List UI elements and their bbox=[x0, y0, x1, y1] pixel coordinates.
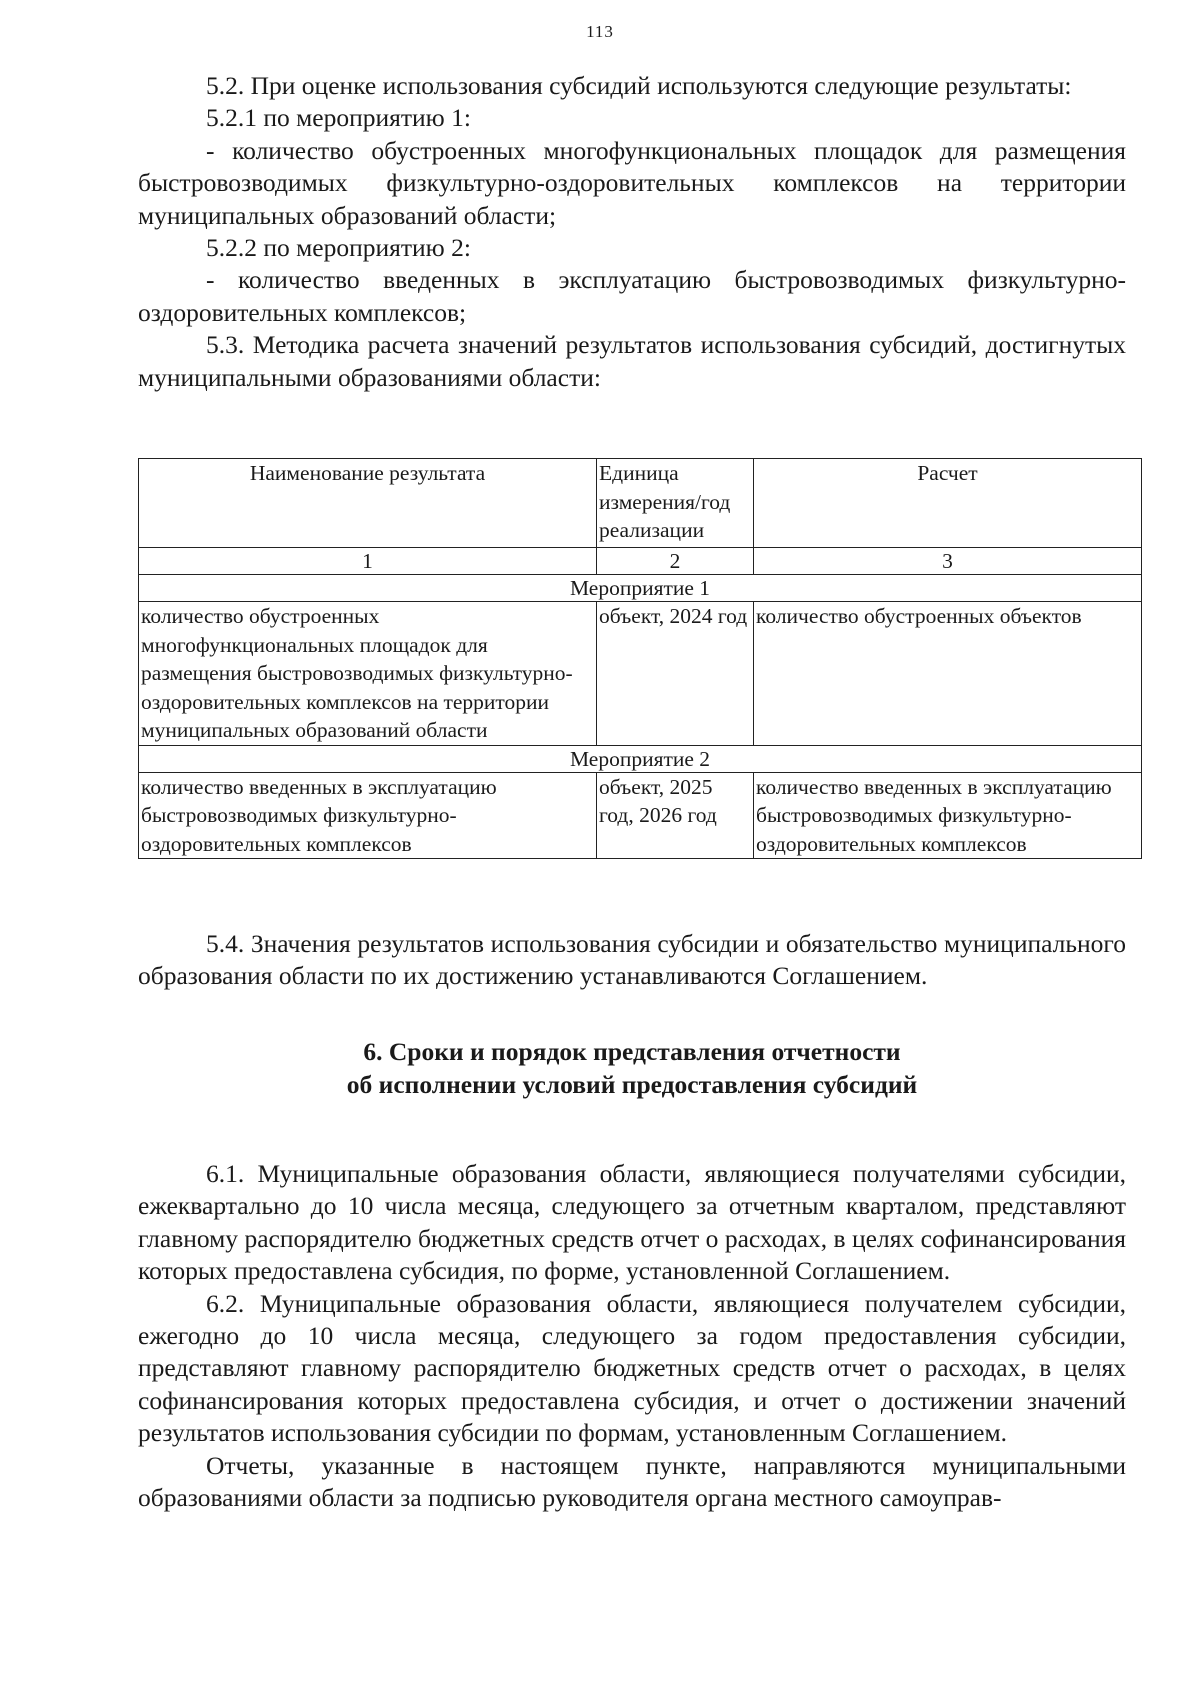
section-5-4-and-6-heading bbox=[138, 928, 1126, 1101]
table-cell-unit: объект, 2025 год, 2026 год bbox=[597, 772, 754, 859]
table-header-cell: Наименование результата bbox=[139, 459, 597, 548]
table-header-cell: Расчет bbox=[754, 459, 1142, 548]
paragraph-5-2: 5.2. При оценке использования субсидий используются следующие результаты: bbox=[206, 71, 1072, 100]
table-column-number: 3 bbox=[754, 548, 1142, 575]
table-row bbox=[139, 602, 1142, 746]
section-5-text bbox=[138, 70, 1126, 394]
table-cell-calculation: количество введенных в эксплуатацию быстровозводимых физкультурно-оздоровительных комплексов bbox=[754, 772, 1142, 859]
spacer bbox=[138, 993, 1126, 1035]
table-cell-unit: объект, 2024 год bbox=[597, 602, 754, 746]
paragraph-6-1: 6.1. Муниципальные образования области, являющиеся получателями субсидии, ежеквартально до 10 числа месяца, следующего за отчетным кварталом, представляют главному распорядителю бюджетных средств отчет о расходах, в целях софинансирования которых предоставлена субсидия, по форме, установленной Соглашением. bbox=[138, 1159, 1126, 1286]
paragraph-5-2-2-item: - количество введенных в эксплуатацию быстровозводимых физкультурно-оздоровительных комплексов; bbox=[138, 265, 1126, 327]
section-6-heading-line-2: об исполнении условий предоставления субсидий bbox=[346, 1069, 918, 1099]
table-section-row bbox=[139, 575, 1142, 602]
paragraph-6-2: 6.2. Муниципальные образования области, являющиеся получателем субсидии, ежегодно до 10 числа месяца, следующего за годом предоставления субсидии, представляют главному распорядителю бюджетных средств отчет о расходах, в целях софинансирования которых предоставлена субсидия, и отчет о достижении значений результатов использования субсидии по формам, установленным Соглашением. bbox=[138, 1288, 1126, 1448]
page-number: 113 bbox=[586, 22, 614, 41]
table-number-row bbox=[139, 548, 1142, 575]
paragraph-5-2-2: 5.2.2 по мероприятию 2: bbox=[206, 233, 471, 263]
paragraph-5-4: 5.4. Значения результатов использования субсидии и обязательство муниципального образования области по их достижению устанавливаются Соглашением. bbox=[138, 929, 1126, 991]
table-column-number: 1 bbox=[139, 548, 597, 575]
table-header-cell: Единица измерения/год реализации bbox=[597, 459, 754, 548]
table-section-title: Мероприятие 2 bbox=[139, 745, 1142, 772]
section-6-heading-line-1: 6. Сроки и порядок представления отчетности bbox=[363, 1036, 901, 1066]
table-cell-calculation: количество обустроенных объектов bbox=[754, 602, 1142, 746]
table-column-number: 2 bbox=[597, 548, 754, 575]
section-6-text bbox=[138, 1158, 1126, 1514]
results-table bbox=[138, 458, 1141, 859]
paragraph-5-2-1-item: - количество обустроенных многофункциональных площадок для размещения быстровозводимых физкультурно-оздоровительных комплексов на территории муниципальных образований области; bbox=[138, 135, 1126, 230]
table-header-row bbox=[139, 459, 1142, 548]
table-section-row bbox=[139, 745, 1142, 772]
table-section-title: Мероприятие 1 bbox=[139, 575, 1142, 602]
table-cell-result-name: количество обустроенных многофункциональных площадок для размещения быстровозводимых физкультурно-оздоровительных комплексов на территории муниципальных образований области bbox=[139, 602, 597, 746]
table-row bbox=[139, 772, 1142, 859]
paragraph-5-3: 5.3. Методика расчета значений результатов использования субсидий, достигнутых муниципальными образованиями области: bbox=[138, 330, 1126, 392]
paragraph-6-2-reports: Отчеты, указанные в настоящем пункте, направляются муниципальными образованиями области за подписью руководителя органа местного самоуправ- bbox=[138, 1450, 1126, 1513]
table-cell-result-name: количество введенных в эксплуатацию быстровозводимых физкультурно-оздоровительных комплексов bbox=[139, 772, 597, 859]
paragraph-5-2-1: 5.2.1 по мероприятию 1: bbox=[206, 103, 471, 133]
